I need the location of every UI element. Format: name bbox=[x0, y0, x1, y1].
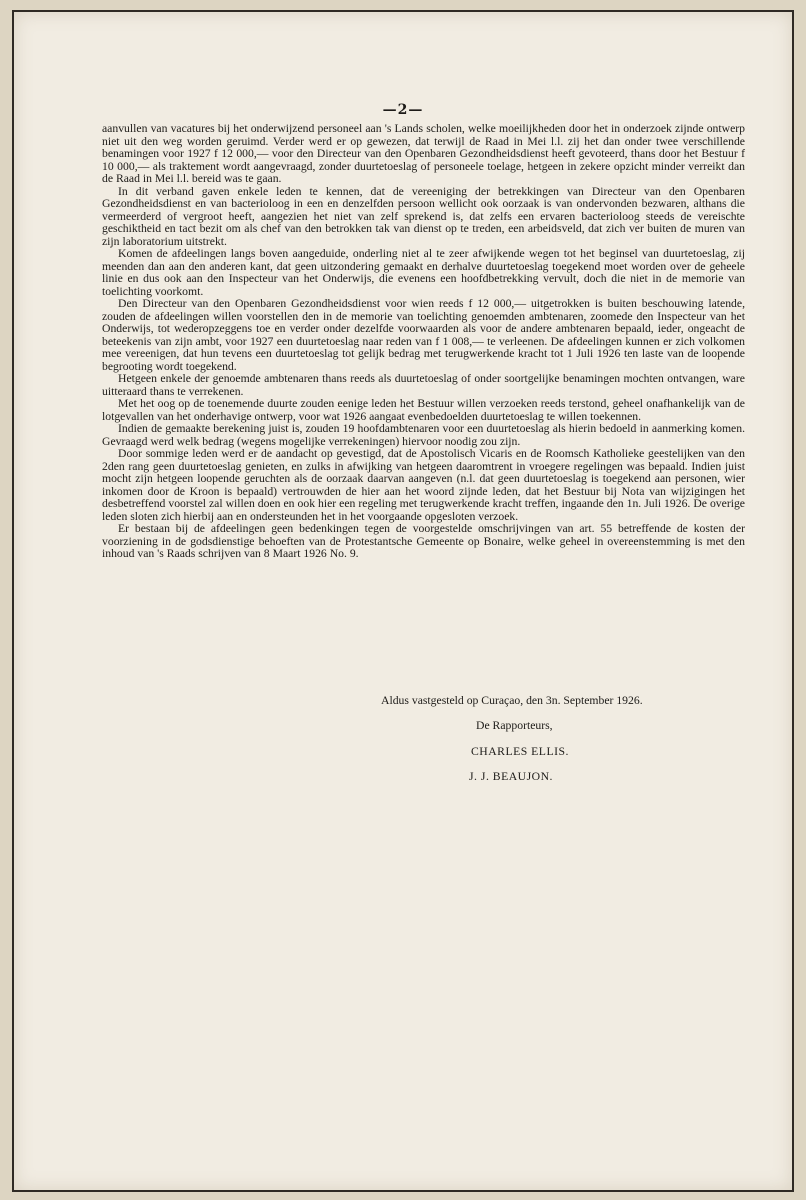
page-number: —2— bbox=[382, 102, 424, 118]
paragraph-8: Door sommige leden werd er de aandacht op gevestigd, dat de Apostolisch Vicaris en de Roomsch Katholieke geestelijken van den 2den rang geen duurtetoeslag genieten, en zulks in afwijking van hetgeen daaromtrent in vroegere regelingen was bepaald. Indien juist mocht zijn hetgeen loopende geruchten als de oorzaak daarvan aangeven (n.l. dat geen duurtetoeslag is toegekend aan personen, wier inkomen door de Kroon is bepaald) vertrouwden de hier aan het woord zijnde leden, dat het Bestuur bij Nota van wijzigingen het desbetreffend voorstel zal willen doen en ook hier een regeling met terugwerkende kracht treffen, ingaande den 1n. Juli 1926. De overige leden sloten zich hierbij aan en ondersteunden het in het voorgaande opgesloten verzoek. bbox=[102, 447, 745, 523]
body-text bbox=[102, 123, 745, 561]
paragraph-4: Den Directeur van den Openbaren Gezondheidsdienst voor wien reeds f 12 000,— uitgetrokken is buiten beschouwing latende, zouden de afdeelingen willen voorstellen den in de memorie van toelichting genoemden ambtenaren, zoomede den Inspecteur van het Onderwijs, tot wederopzeggens toe en verder onder dezelfde voorwaarden als voor de andere ambtenaren bepaald, ieder, ongeacht de beteekenis van zijn ambt, voor 1927 een duurtetoeslag naar reden van f 1 008,— te verleenen. De afdeelingen kunnen er zich volkomen mee vereenigen, dat hun tevens een duurtetoeslag tot gelijk bedrag met terugwerkende kracht tot 1 Juli 1926 ten laste van de loopende begrooting wordt toegekend. bbox=[102, 297, 745, 373]
paragraph-6: Met het oog op de toenemende duurte zouden eenige leden het Bestuur willen verzoeken reeds terstond, geheel onafhankelijk van de lotgevallen van het onderhavige ontwerp, voor wat 1926 aangaat evenbedoelden duurtetoeslag te willen toekennen. bbox=[102, 397, 745, 423]
place-date-line: Aldus vastgesteld op Curaçao, den 3n. September 1926. bbox=[381, 694, 643, 707]
signatory-beaujon: J. J. BEAUJON. bbox=[469, 770, 553, 783]
rapporteurs-label: De Rapporteurs, bbox=[476, 719, 553, 732]
paragraph-5: Hetgeen enkele der genoemde ambtenaren thans reeds als duurtetoeslag of onder soortgelijke benamingen mochten ontvangen, ware uitteraard thans te verrekenen. bbox=[102, 372, 745, 398]
document-page bbox=[12, 10, 794, 1192]
signatory-charles-ellis: CHARLES ELLIS. bbox=[471, 745, 569, 758]
paragraph-7: Indien de gemaakte berekening juist is, zouden 19 hoofdambtenaren voor een duurtetoeslag als hierin bedoeld in aanmerking komen. Gevraagd werd welk bedrag (wegens mogelijke verrekeningen) hiervoor noodig zou zijn. bbox=[102, 422, 745, 448]
paragraph-9: Er bestaan bij de afdeelingen geen bedenkingen tegen de voorgestelde omschrijvingen van art. 55 betreffende de kosten der voorziening in de godsdienstige behoeften van de Protestantsche Gemeente op Bonaire, welke geheel in overeenstemming is met den inhoud van 's Raads schrijven van 8 Maart 1926 No. 9. bbox=[102, 522, 745, 560]
paragraph-1: aanvullen van vacatures bij het onderwijzend personeel aan 's Lands scholen, welke moeilijkheden door het in onderzoek zijnde ontwerp niet uit den weg worden geruimd. Verder werd er op gewezen, dat terwijl de Raad in Mei l.l. zij het dan onder twee verschillende benamingen voor 1927 f 12 000,— voor den Directeur van den Openbaren Gezondheidsdienst heeft gevoteerd, thans door het Bestuur f 10 000,— als traktement wordt aangevraagd, zonder duurtetoeslag of personeele toelage, hetgeen in zekere opzicht minder verreikt dan de Raad in Mei l.l. bereid was te gaan. bbox=[102, 122, 745, 185]
paragraph-3: Komen de afdeelingen langs boven aangeduide, onderling niet al te zeer afwijkende wegen tot het beginsel van duurtetoeslag, zij meenden dan aan den anderen kant, dat geen uitzondering gemaakt en derhalve duurtetoeslag toegekend moet worden over de geheele linie en dus ook aan den Inspecteur van het Onderwijs, die evenens een hoofdbetrekking vervult, doch die niet in de memorie van toelichting voorkomt. bbox=[102, 247, 745, 298]
paragraph-2: In dit verband gaven enkele leden te kennen, dat de vereeniging der betrekkingen van Directeur van den Openbaren Gezondheidsdienst en van bacterioloog in een en denzelfden persoon wellicht ook oorzaak is van ondervonden bezwaren, althans die vermeerderd of vergroot heeft, aangezien het niet van zelf sprekend is, dat zelfs een ervaren bacterioloog steeds de vereischte geschiktheid en tact bezit om als chef van den betrokken tak van dienst op te treden, een arbeidsveld, dat zich ver buiten de muren van zijn laboratorium uitstrekt. bbox=[102, 184, 745, 248]
